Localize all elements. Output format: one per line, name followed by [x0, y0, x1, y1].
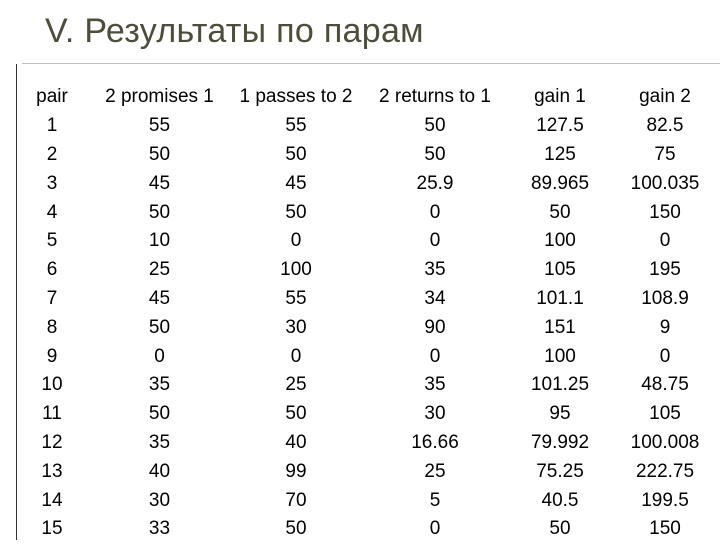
cell-passes: 50 — [285, 201, 307, 223]
cell-gain-1: 100 — [544, 230, 576, 252]
cell-passes: 25 — [285, 374, 307, 396]
cell-promises: 30 — [148, 489, 171, 511]
cell-passes: 50 — [285, 518, 307, 540]
table-row — [17, 285, 720, 314]
cell-returns: 5 — [429, 489, 441, 511]
cell-returns: 0 — [429, 518, 441, 540]
cell-returns: 25.9 — [416, 172, 454, 194]
cell-promises: 33 — [148, 518, 171, 540]
cell-returns: 0 — [429, 345, 441, 367]
cell-gain-2: 105 — [649, 403, 681, 425]
cell-passes: 99 — [285, 460, 307, 482]
cell-passes: 0 — [290, 345, 302, 367]
slide-title: V. Результаты по парам — [45, 12, 424, 50]
cell-pair: 8 — [46, 316, 58, 338]
cell-promises: 10 — [148, 230, 171, 252]
cell-promises: 55 — [148, 115, 171, 137]
cell-passes: 70 — [285, 489, 307, 511]
title-divider — [22, 63, 720, 64]
cell-gain-2: 222.75 — [635, 460, 695, 482]
cell-pair: 4 — [46, 201, 58, 223]
cell-pair: 10 — [41, 374, 63, 396]
table-row — [17, 486, 720, 515]
cell-gain-1: 95 — [549, 403, 571, 425]
table-row — [17, 342, 720, 371]
cell-returns: 0 — [429, 201, 441, 223]
cell-pair: 1 — [46, 115, 58, 137]
cell-pair: 2 — [46, 143, 58, 165]
cell-promises: 50 — [148, 316, 171, 338]
cell-gain-2: 199.5 — [641, 489, 689, 511]
cell-gain-1: 101.25 — [530, 374, 590, 396]
cell-passes: 50 — [285, 403, 307, 425]
table-row — [17, 169, 720, 198]
cell-pair: 7 — [46, 287, 58, 309]
cell-promises: 0 — [154, 345, 165, 367]
cell-gain-1: 151 — [544, 316, 576, 338]
cell-pair: 6 — [46, 259, 58, 281]
table-row — [17, 400, 720, 429]
cell-returns: 35 — [424, 259, 446, 281]
cell-promises: 50 — [148, 201, 171, 223]
table-row — [17, 227, 720, 256]
cell-passes: 40 — [285, 431, 307, 453]
cell-promises: 50 — [148, 143, 171, 165]
table-row — [17, 371, 720, 400]
cell-passes: 50 — [285, 143, 307, 165]
cell-gain-1: 40.5 — [541, 489, 579, 511]
header-returns: 2 returns to 1 — [379, 86, 491, 108]
table-row — [17, 515, 720, 544]
cell-passes: 55 — [285, 287, 307, 309]
cell-passes: 55 — [285, 115, 307, 137]
cell-promises: 45 — [148, 172, 171, 194]
cell-gain-2: 150 — [649, 201, 681, 223]
cell-passes: 30 — [285, 316, 307, 338]
header-gain-1: gain 1 — [534, 86, 586, 108]
cell-gain-1: 101.1 — [536, 287, 584, 309]
cell-returns: 50 — [424, 143, 446, 165]
cell-returns: 35 — [424, 374, 446, 396]
cell-returns: 30 — [424, 403, 446, 425]
header-pair: pair — [36, 86, 68, 108]
cell-gain-2: 150 — [649, 518, 681, 540]
cell-gain-2: 108.9 — [641, 287, 689, 309]
cell-gain-2: 0 — [659, 230, 671, 252]
header-gain-2: gain 2 — [639, 86, 691, 108]
cell-promises: 45 — [148, 287, 171, 309]
table-row — [17, 429, 720, 458]
cell-gain-2: 75 — [654, 143, 676, 165]
table-row — [17, 141, 720, 170]
cell-gain-1: 125 — [544, 143, 576, 165]
cell-gain-2: 9 — [659, 316, 671, 338]
cell-gain-1: 105 — [544, 259, 576, 281]
cell-gain-2: 48.75 — [641, 374, 689, 396]
table-row — [17, 313, 720, 342]
cell-gain-1: 100 — [544, 345, 576, 367]
cell-pair: 12 — [41, 431, 63, 453]
cell-pair: 3 — [46, 172, 58, 194]
cell-promises: 50 — [148, 403, 171, 425]
header-passes: 1 passes to 2 — [239, 86, 353, 108]
results-table — [17, 83, 720, 544]
cell-gain-1: 127.5 — [536, 115, 584, 137]
header-promises: 2 promises 1 — [105, 86, 214, 108]
cell-returns: 90 — [424, 316, 446, 338]
cell-gain-2: 0 — [659, 345, 671, 367]
cell-promises: 35 — [148, 374, 171, 396]
cell-pair: 5 — [46, 230, 58, 252]
cell-passes: 0 — [290, 230, 302, 252]
cell-pair: 14 — [41, 489, 63, 511]
cell-gain-1: 50 — [549, 518, 571, 540]
table-row — [17, 198, 720, 227]
cell-promises: 25 — [148, 259, 171, 281]
cell-gain-2: 100.035 — [630, 172, 700, 194]
cell-returns: 16.66 — [411, 431, 459, 453]
cell-returns: 34 — [424, 287, 446, 309]
cell-pair: 9 — [46, 345, 58, 367]
cell-pair: 15 — [41, 518, 63, 540]
cell-gain-2: 195 — [649, 259, 681, 281]
cell-gain-2: 100.008 — [630, 431, 700, 453]
cell-passes: 45 — [285, 172, 307, 194]
cell-gain-1: 79.992 — [530, 431, 590, 453]
cell-gain-1: 50 — [549, 201, 571, 223]
cell-gain-1: 75.25 — [536, 460, 584, 482]
table-row — [17, 256, 720, 285]
table-body — [17, 112, 720, 544]
cell-pair: 13 — [41, 460, 63, 482]
cell-promises: 35 — [148, 431, 171, 453]
cell-gain-2: 82.5 — [646, 115, 684, 137]
cell-passes: 100 — [280, 259, 312, 281]
cell-returns: 25 — [424, 460, 446, 482]
table-row — [17, 457, 720, 486]
table-header-row — [17, 83, 720, 112]
table-row — [17, 112, 720, 141]
cell-returns: 50 — [424, 115, 446, 137]
cell-gain-1: 89.965 — [530, 172, 590, 194]
cell-pair: 11 — [42, 403, 62, 425]
cell-promises: 40 — [148, 460, 171, 482]
cell-returns: 0 — [429, 230, 441, 252]
